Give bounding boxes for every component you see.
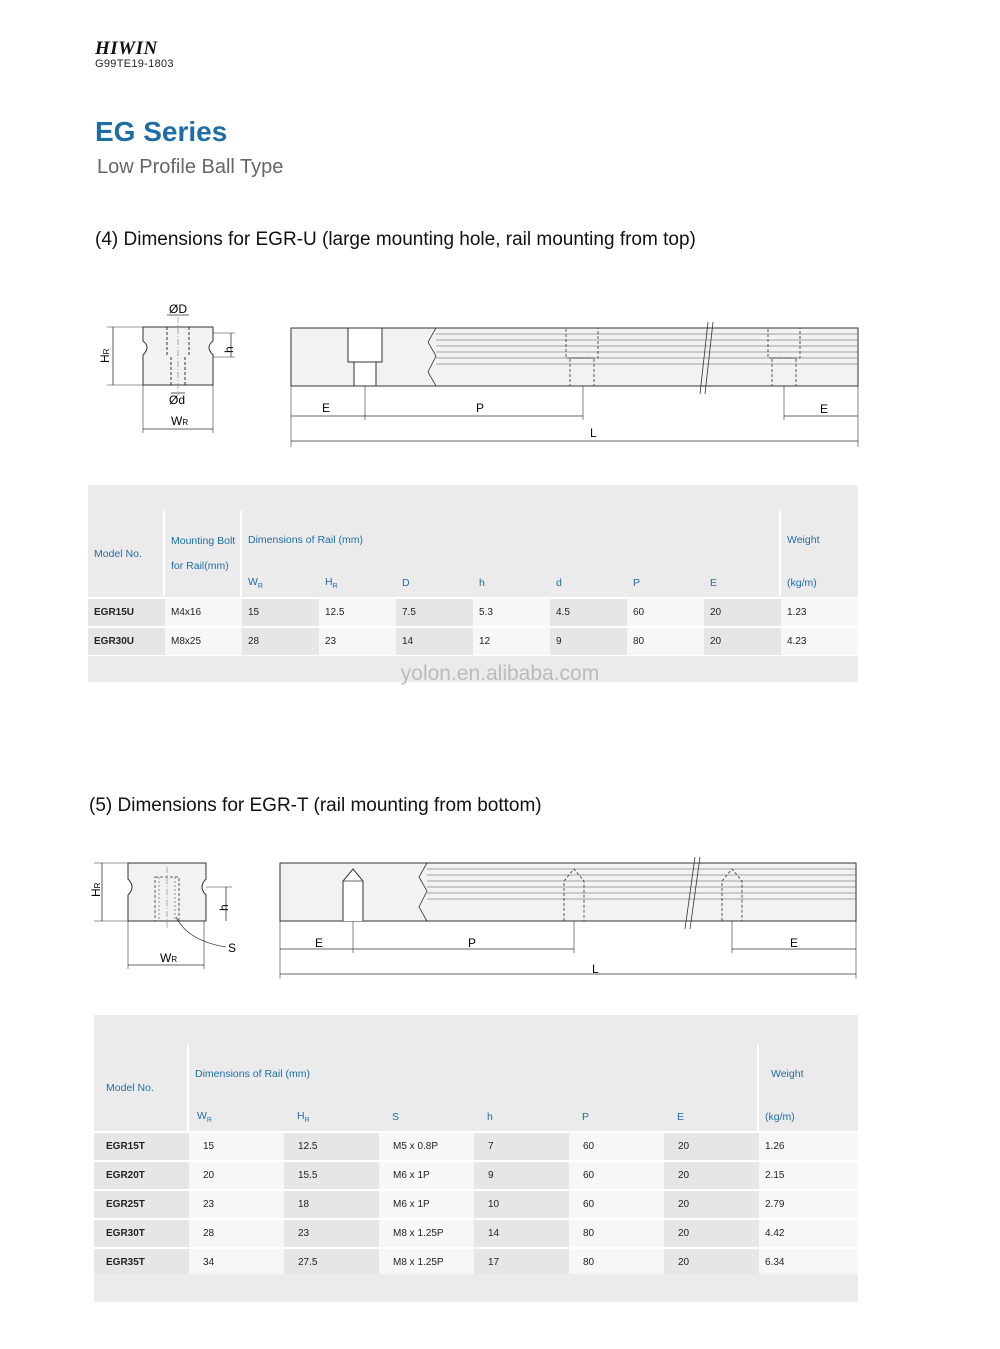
dim-e-right-label: E bbox=[820, 402, 829, 416]
dim-wr-label: WR bbox=[160, 951, 178, 965]
table-row: EGR30T 28 23 M8 x 1.25P 14 80 20 4.42 bbox=[94, 1218, 858, 1247]
col-s-header: S bbox=[392, 1111, 400, 1123]
table-row: EGR35T 34 27.5 M8 x 1.25P 17 80 20 6.34 bbox=[94, 1247, 858, 1276]
col-small-d-header: d bbox=[556, 577, 562, 589]
egr-t-dimensions-table bbox=[94, 1045, 858, 1276]
section-5-heading: (5) Dimensions for EGR-T (rail mounting from bottom) bbox=[89, 795, 542, 816]
col-hr-header: $H_R$ bbox=[325, 575, 338, 591]
dim-l-label: L bbox=[592, 962, 599, 976]
col-p-header: P bbox=[582, 1111, 590, 1123]
col-hr-header: $H_R$ bbox=[297, 1109, 310, 1125]
dim-e-left-label: E bbox=[315, 936, 324, 950]
table-row: EGR20T 20 15.5 M6 x 1P 9 60 20 2.15 bbox=[94, 1160, 858, 1189]
table-row: EGR30U M8x25 28 23 14 12 9 80 20 4.23 bbox=[88, 626, 858, 655]
dim-l-label: L bbox=[590, 426, 597, 440]
mounting-bolt-header: Mounting Bolt for Rail(mm) bbox=[165, 511, 242, 597]
weight-unit-header: (kg/m) bbox=[765, 1111, 795, 1123]
dim-e-right-label: E bbox=[790, 936, 799, 950]
table-5-bottom-band bbox=[94, 1274, 858, 1302]
weight-header: Weight bbox=[787, 534, 820, 546]
table-row: EGR15T 15 12.5 M5 x 0.8P 7 60 20 1.26 bbox=[94, 1131, 858, 1160]
table-row: EGR25T 23 18 M6 x 1P 10 60 20 2.79 bbox=[94, 1189, 858, 1218]
weight-header: Weight bbox=[771, 1068, 804, 1080]
dim-p-label: P bbox=[468, 936, 477, 950]
egr-u-cross-section-drawing bbox=[95, 295, 245, 435]
table-5-top-band bbox=[94, 1015, 858, 1045]
col-h-header: h bbox=[487, 1111, 493, 1123]
col-e-header: E bbox=[664, 1103, 759, 1131]
col-e-header: E bbox=[704, 569, 781, 597]
series-subtitle: Low Profile Ball Type bbox=[97, 156, 284, 178]
egr-u-dimensions-table bbox=[88, 511, 858, 655]
col-d-header: D bbox=[402, 577, 410, 589]
egr-u-rail-side-drawing bbox=[288, 322, 863, 447]
document-code: G99TE19-1803 bbox=[95, 58, 174, 70]
weight-unit-header: (kg/m) bbox=[787, 577, 817, 589]
dim-h-label: h bbox=[222, 346, 236, 353]
hiwin-logo: HIWIN bbox=[95, 38, 158, 59]
dim-hr-label: HR bbox=[89, 882, 103, 897]
column-subheader-row bbox=[94, 1103, 858, 1131]
section-4-heading: (4) Dimensions for EGR-U (large mounting hole, rail mounting from top) bbox=[95, 229, 696, 250]
dim-h-label: h bbox=[217, 904, 231, 911]
table-4-top-band bbox=[88, 485, 858, 511]
dim-e-left-label: E bbox=[322, 401, 331, 415]
egr-t-rail-side-drawing bbox=[277, 857, 862, 982]
dim-hr-label: HR bbox=[98, 348, 112, 363]
dimensions-of-rail-header: Dimensions of Rail (mm) bbox=[189, 1045, 759, 1103]
dim-small-d-label: Ød bbox=[169, 393, 186, 407]
table-row: EGR15U M4x16 15 12.5 7.5 5.3 4.5 60 20 1.23 bbox=[88, 597, 858, 626]
col-wr-header: $W_R$ bbox=[197, 1109, 212, 1125]
model-no-header: Model No. bbox=[94, 1045, 189, 1131]
col-p-header: P bbox=[633, 577, 641, 589]
col-wr-header: $W_R$ bbox=[248, 575, 263, 591]
dim-od-label: ØD bbox=[169, 302, 187, 316]
watermark-text: yolon.en.alibaba.com bbox=[400, 662, 600, 685]
dim-p-label: P bbox=[476, 401, 485, 415]
dim-s-label: S bbox=[228, 941, 237, 955]
dim-wr-label: WR bbox=[171, 414, 189, 428]
col-h-header: h bbox=[479, 577, 485, 589]
model-no-header: Model No. bbox=[88, 511, 165, 597]
series-title: EG Series bbox=[95, 116, 228, 147]
dimensions-of-rail-header: Dimensions of Rail (mm) bbox=[242, 511, 781, 569]
egr-t-cross-section-drawing bbox=[88, 855, 248, 970]
